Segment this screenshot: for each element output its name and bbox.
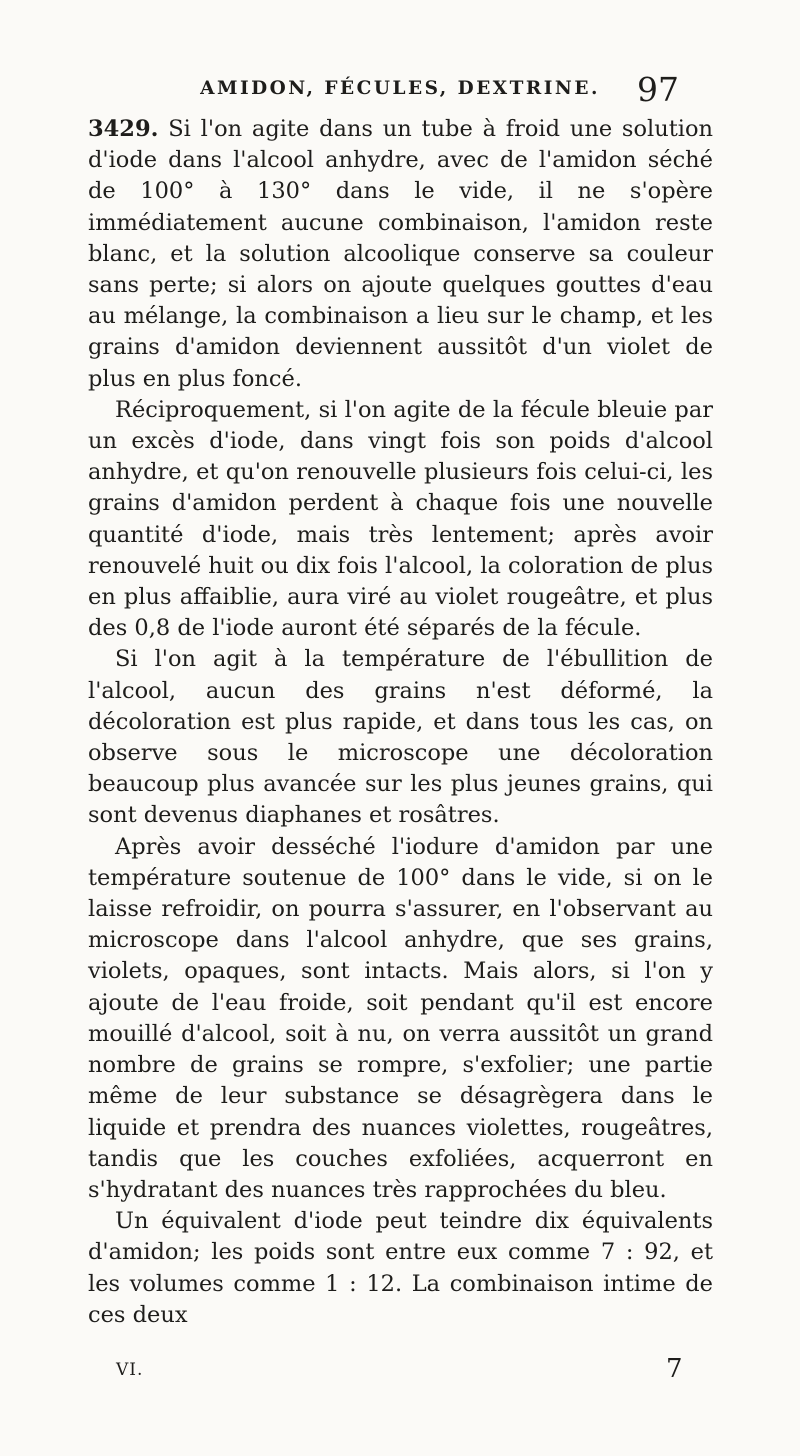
signature-mark: VI. [116,1360,144,1380]
page-number: 97 [637,70,679,109]
sheet-number: 7 [666,1354,683,1384]
running-head: AMIDON, FÉCULES, DEXTRINE. [200,78,600,99]
paragraph [88,114,713,395]
paragraph: Réciproquement, si l'on agite de la fécule bleuie par un excès d'iode, dans vingt fois son poids d'alcool anhydre, et qu'on renouvelle plusieurs fois celui-ci, les grains d'amidon perdent à chaque fois une nouvelle quantité d'iode, mais très lentement; après avoir renouvelé huit ou dix fois l'alcool, la coloration de plus en plus affaiblie, aura viré au violet rougeâtre, et plus des 0,8 de l'iode auront été séparés de la fécule. [88,396,714,642]
paragraph: Après avoir desséché l'iodure d'amidon par une température soutenue de 100° dans le vide, si on le laisse refroidir, on pourra s'assurer, en l'observant au microscope dans l'alcool anhydre, que ses grains, violets, opaques, sont intacts. Mais alors, si l'on y ajoute de l'eau froide, soit pendant qu'il est encore mouillé d'alcool, soit à nu, on verra aussitôt un grand nombre de grains se rompre, s'exfolier; une partie même de leur substance se désagrègera dans le liquide et prendra des nuances violettes, rougeâtres, tandis que les couches exfoliées, acquerront en s'hydratant des nuances très rapprochées du bleu. [88,833,713,1203]
page-header [0,70,800,116]
paragraph: Un équivalent d'iode peut teindre dix équivalents d'amidon; les poids sont entre eux comme 7 : 92, et les volumes comme 1 : 12. La combinaison intime de ces deux [88,1208,713,1328]
page-body [88,114,713,1331]
paragraph-text: Si l'on agite dans un tube à froid une solution d'iode dans l'alcool anhydre, avec de l'amidon séché de 100° à 130° dans le vide, il ne s'opère immédiatement aucune combinaison, l'amidon reste blanc, et la solution alcoolique conserve sa couleur sans perte; si alors on ajoute quelques gouttes d'eau au mélange, la combinaison a lieu sur le champ, et les grains d'amidon deviennent aussitôt d'un violet de plus en plus foncé. [88,116,713,392]
page-footer [0,1354,800,1400]
paragraph-number: 3429. [88,116,159,142]
paragraph: Si l'on agit à la température de l'ébullition de l'alcool, aucun des grains n'est déformé, la décoloration est plus rapide, et dans tous les cas, on observe sous le microscope une décoloration beaucoup plus avancée sur les plus jeunes grains, qui sont devenus diaphanes et rosâtres. [88,646,713,829]
